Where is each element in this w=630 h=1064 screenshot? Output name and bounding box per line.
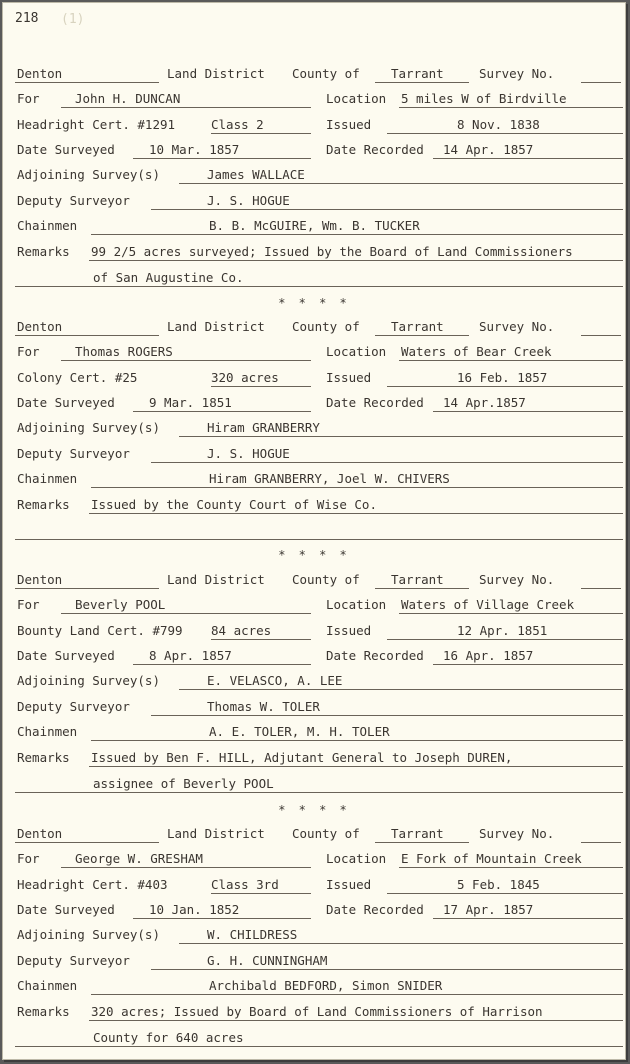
- certificate-value: 84 acres: [211, 623, 272, 638]
- date-surveyed-value: 10 Mar. 1857: [149, 142, 240, 157]
- record-row: [15, 215, 623, 235]
- record-row: [15, 316, 623, 336]
- record-row: [15, 899, 623, 919]
- county-label: County of: [292, 826, 360, 841]
- location-value: Waters of Village Creek: [401, 597, 575, 612]
- for-label: For: [17, 344, 40, 359]
- adjoining-label: Adjoining Survey(s): [17, 167, 160, 182]
- chainmen-label: Chainmen: [17, 978, 78, 993]
- adjoining-value: James WALLACE: [207, 167, 305, 182]
- record-separator: * * * *: [278, 548, 350, 562]
- date-surveyed-value: 9 Mar. 1851: [149, 395, 232, 410]
- bleed-through-text: (1): [61, 12, 85, 27]
- location-label: Location: [326, 851, 387, 866]
- record-row: [15, 975, 623, 995]
- deputy-value: Thomas W. TOLER: [207, 699, 320, 714]
- record-row: [15, 139, 623, 159]
- date-recorded-label: Date Recorded: [326, 648, 424, 663]
- record-separator: * * * *: [278, 803, 350, 817]
- land-district-value: Denton: [17, 572, 63, 587]
- remarks-line-1: Issued by Ben F. HILL, Adjutant General to Joseph DUREN,: [91, 750, 513, 765]
- deputy-label: Deputy Surveyor: [17, 953, 130, 968]
- chainmen-label: Chainmen: [17, 218, 78, 233]
- remarks-label: Remarks: [17, 244, 70, 259]
- county-value: Tarrant: [391, 66, 444, 81]
- issued-value: 5 Feb. 1845: [457, 877, 540, 892]
- county-label: County of: [292, 66, 360, 81]
- land-district-value: Denton: [17, 66, 63, 81]
- record-row: [15, 924, 623, 944]
- record-row: [15, 443, 623, 463]
- land-district-value: Denton: [17, 826, 63, 841]
- certificate-label: Bounty Land Cert. #799: [17, 623, 183, 638]
- land-district-label: Land District: [167, 572, 265, 587]
- survey-no-value-line: [581, 64, 621, 83]
- remarks-line-1: Issued by the County Court of Wise Co.: [91, 497, 377, 512]
- record-row: [15, 164, 623, 184]
- record-row: [15, 88, 623, 108]
- remarks-label: Remarks: [17, 1004, 70, 1019]
- grantee-value: John H. DUNCAN: [75, 91, 181, 106]
- record-row: [15, 670, 623, 690]
- record-row: [15, 747, 623, 767]
- date-recorded-value: 16 Apr. 1857: [443, 648, 534, 663]
- county-label: County of: [292, 572, 360, 587]
- date-recorded-label: Date Recorded: [326, 902, 424, 917]
- county-label: County of: [292, 319, 360, 334]
- record-row: [15, 341, 623, 361]
- issued-value: 16 Feb. 1857: [457, 370, 548, 385]
- record-row: [15, 520, 623, 540]
- record-row: [15, 417, 623, 437]
- location-label: Location: [326, 91, 387, 106]
- certificate-label: Colony Cert. #25: [17, 370, 138, 385]
- grantee-value: George W. GRESHAM: [75, 851, 203, 866]
- date-recorded-value: 17 Apr. 1857: [443, 902, 534, 917]
- adjoining-value: Hiram GRANBERRY: [207, 420, 320, 435]
- for-label: For: [17, 597, 40, 612]
- location-value: E Fork of Mountain Creek: [401, 851, 582, 866]
- certificate-value: Class 2: [211, 117, 264, 132]
- date-surveyed-label: Date Surveyed: [17, 648, 115, 663]
- record-row: [15, 594, 623, 614]
- chainmen-value: B. B. McGUIRE, Wm. B. TUCKER: [209, 218, 420, 233]
- survey-no-label: Survey No.: [479, 66, 555, 81]
- chainmen-label: Chainmen: [17, 471, 78, 486]
- remarks-label: Remarks: [17, 497, 70, 512]
- issued-label: Issued: [326, 623, 372, 638]
- chainmen-value: Hiram GRANBERRY, Joel W. CHIVERS: [209, 471, 450, 486]
- location-value: Waters of Bear Creek: [401, 344, 552, 359]
- survey-no-label: Survey No.: [479, 826, 555, 841]
- adjoining-label: Adjoining Survey(s): [17, 927, 160, 942]
- land-district-label: Land District: [167, 826, 265, 841]
- record-row: [15, 823, 623, 843]
- county-value: Tarrant: [391, 572, 444, 587]
- record-row: [15, 367, 623, 387]
- record-row: [15, 114, 623, 134]
- issued-value: 12 Apr. 1851: [457, 623, 548, 638]
- grantee-value: Thomas ROGERS: [75, 344, 173, 359]
- issued-label: Issued: [326, 370, 372, 385]
- certificate-label: Headright Cert. #1291: [17, 117, 176, 132]
- land-district-label: Land District: [167, 319, 265, 334]
- location-label: Location: [326, 344, 387, 359]
- for-label: For: [17, 851, 40, 866]
- date-recorded-label: Date Recorded: [326, 142, 424, 157]
- deputy-label: Deputy Surveyor: [17, 193, 130, 208]
- certificate-value: Class 3rd: [211, 877, 279, 892]
- survey-no-value-line: [581, 317, 621, 336]
- record-row: [15, 63, 623, 83]
- date-surveyed-value: 10 Jan. 1852: [149, 902, 240, 917]
- deputy-value: J. S. HOGUE: [207, 193, 290, 208]
- date-surveyed-label: Date Surveyed: [17, 395, 115, 410]
- deputy-label: Deputy Surveyor: [17, 699, 130, 714]
- remarks-label: Remarks: [17, 750, 70, 765]
- survey-no-label: Survey No.: [479, 572, 555, 587]
- record-row: [15, 721, 623, 741]
- location-value: 5 miles W of Birdville: [401, 91, 567, 106]
- remarks-line-2: assignee of Beverly POOL: [93, 776, 274, 791]
- record-row: [15, 468, 623, 488]
- adjoining-value: E. VELASCO, A. LEE: [207, 673, 343, 688]
- record-row: [15, 392, 623, 412]
- date-surveyed-value: 8 Apr. 1857: [149, 648, 232, 663]
- record-row: [15, 190, 623, 210]
- record-row: [15, 241, 623, 261]
- survey-no-value-line: [581, 824, 621, 843]
- record-row: [15, 569, 623, 589]
- record-row: [15, 773, 623, 793]
- grantee-value: Beverly POOL: [75, 597, 166, 612]
- record-row: [15, 267, 623, 287]
- land-district-label: Land District: [167, 66, 265, 81]
- chainmen-value: Archibald BEDFORD, Simon SNIDER: [209, 978, 443, 993]
- land-district-value: Denton: [17, 319, 63, 334]
- record-row: [15, 950, 623, 970]
- county-value: Tarrant: [391, 319, 444, 334]
- deputy-value: G. H. CUNNINGHAM: [207, 953, 328, 968]
- remarks-line-2-line: [15, 521, 623, 540]
- page-number: 218: [15, 11, 39, 26]
- record-row: [15, 645, 623, 665]
- record-row: [15, 620, 623, 640]
- issued-label: Issued: [326, 877, 372, 892]
- date-recorded-value: 14 Apr. 1857: [443, 142, 534, 157]
- certificate-label: Headright Cert. #403: [17, 877, 168, 892]
- adjoining-label: Adjoining Survey(s): [17, 673, 160, 688]
- remarks-line-2: of San Augustine Co.: [93, 270, 244, 285]
- issued-label: Issued: [326, 117, 372, 132]
- document-page: [2, 2, 626, 1060]
- issued-value: 8 Nov. 1838: [457, 117, 540, 132]
- deputy-label: Deputy Surveyor: [17, 446, 130, 461]
- record-row: [15, 848, 623, 868]
- chainmen-value: A. E. TOLER, M. H. TOLER: [209, 724, 390, 739]
- chainmen-label: Chainmen: [17, 724, 78, 739]
- location-label: Location: [326, 597, 387, 612]
- survey-no-value-line: [581, 570, 621, 589]
- record-separator: * * * *: [278, 296, 350, 310]
- survey-no-label: Survey No.: [479, 319, 555, 334]
- adjoining-value: W. CHILDRESS: [207, 927, 298, 942]
- record-row: [15, 696, 623, 716]
- adjoining-label: Adjoining Survey(s): [17, 420, 160, 435]
- record-row: [15, 1027, 623, 1047]
- date-recorded-label: Date Recorded: [326, 395, 424, 410]
- for-label: For: [17, 91, 40, 106]
- record-row: [15, 874, 623, 894]
- certificate-value: 320 acres: [211, 370, 279, 385]
- remarks-line-1: 320 acres; Issued by Board of Land Commissioners of Harrison: [91, 1004, 543, 1019]
- date-surveyed-label: Date Surveyed: [17, 142, 115, 157]
- remarks-line-1: 99 2/5 acres surveyed; Issued by the Board of Land Commissioners: [91, 244, 573, 259]
- record-row: [15, 1001, 623, 1021]
- date-surveyed-label: Date Surveyed: [17, 902, 115, 917]
- date-recorded-value: 14 Apr.1857: [443, 395, 526, 410]
- county-value: Tarrant: [391, 826, 444, 841]
- record-row: [15, 494, 623, 514]
- remarks-line-2: County for 640 acres: [93, 1030, 244, 1045]
- deputy-value: J. S. HOGUE: [207, 446, 290, 461]
